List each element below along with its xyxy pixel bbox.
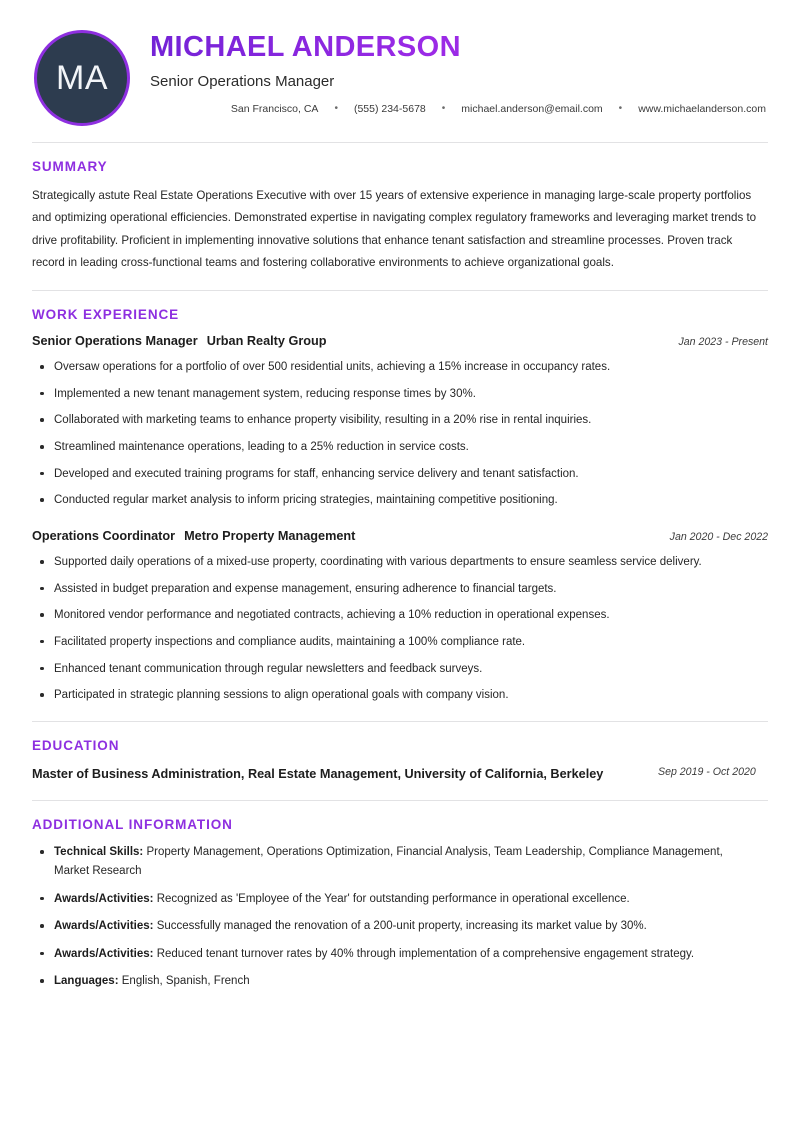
section-title-work-experience: WORK EXPERIENCE	[32, 307, 180, 322]
additional-item-value: Property Management, Operations Optimization, Financial Analysis, Team Leadership, Compliance Management, Market Research	[54, 846, 723, 877]
bullet-separator-icon: •	[441, 103, 446, 115]
list-item: Monitored vendor performance and negotiated contracts, achieving a 10% reduction in operational expenses.	[32, 606, 768, 625]
list-item	[32, 843, 768, 880]
header-text-block	[150, 28, 768, 115]
list-item: Collaborated with marketing teams to enhance property visibility, resulting in a 20% rise in rental inquiries.	[32, 411, 768, 430]
additional-item-label: Technical Skills:	[54, 846, 144, 859]
contact-email[interactable]: michael.anderson@email.com	[461, 102, 603, 115]
additional-item-label: Awards/Activities:	[54, 920, 154, 933]
additional-item-value: Recognized as 'Employee of the Year' for outstanding performance in operational excellence.	[156, 892, 630, 905]
education-entry	[32, 764, 768, 785]
additional-item-label: Languages:	[54, 975, 119, 988]
work-entry	[32, 333, 768, 510]
list-item: Developed and executed training programs for staff, enhancing service delivery and tenant satisfaction.	[32, 465, 768, 484]
additional-item-value: Successfully managed the renovation of a 200-unit property, increasing its market value by 30%.	[156, 920, 647, 933]
list-item: Implemented a new tenant management system, reducing response times by 30%.	[32, 385, 768, 404]
list-item: Facilitated property inspections and compliance audits, maintaining a 100% compliance rate.	[32, 633, 768, 652]
section-summary	[32, 143, 768, 274]
work-entry-bullets	[32, 553, 768, 705]
bullet-separator-icon: •	[334, 103, 338, 115]
additional-item-label: Awards/Activities:	[54, 947, 154, 960]
contact-location: San Francisco, CA	[230, 102, 319, 115]
additional-item-label: Awards/Activities:	[54, 892, 154, 905]
list-item: Oversaw operations for a portfolio of over 500 residential units, achieving a 15% increase in occupancy rates.	[32, 358, 768, 377]
work-entry-company: Metro Property Management	[184, 528, 356, 543]
contact-website[interactable]: www.michaelanderson.com	[638, 102, 766, 115]
section-education	[32, 722, 768, 785]
contact-phone: (555) 234-5678	[353, 102, 426, 115]
work-entry-header	[32, 333, 768, 350]
work-entry-title-line	[32, 528, 355, 545]
list-item	[32, 945, 768, 964]
contact-line	[150, 103, 768, 115]
avatar: MA	[34, 30, 130, 126]
work-entry-title-line	[32, 333, 327, 350]
list-item	[32, 917, 768, 936]
work-entry	[32, 528, 768, 705]
section-title-education: EDUCATION	[32, 737, 120, 753]
page-title: MICHAEL ANDERSON	[150, 32, 768, 64]
list-item: Conducted regular market analysis to inform pricing strategies, maintaining competitive positioning.	[32, 491, 768, 510]
work-entry-position: Operations Coordinator	[32, 528, 176, 543]
work-entry-bullets	[32, 358, 768, 510]
list-item: Streamlined maintenance operations, leading to a 25% reduction in service costs.	[32, 438, 768, 457]
work-entry-company: Urban Realty Group	[206, 334, 327, 348]
additional-information-list	[32, 843, 768, 991]
list-item	[32, 890, 768, 909]
header-job-title: Senior Operations Manager	[150, 72, 335, 90]
list-item: Enhanced tenant communication through regular newsletters and feedback surveys.	[32, 660, 768, 679]
education-degree: Master of Business Administration, Real Estate Management, University of California, Berkeley	[32, 766, 604, 781]
section-additional-information	[32, 801, 768, 1010]
work-entry-date: Jan 2020 - Dec 2022	[669, 530, 768, 543]
education-date: Sep 2019 - Oct 2020	[658, 765, 756, 778]
list-item: Assisted in budget preparation and expense management, ensuring adherence to financial targets.	[32, 580, 768, 599]
summary-text: Strategically astute Real Estate Operations Executive with over 15 years of extensive experience in managing large-scale property portfolios and optimizing operational efficiencies. Demonstrated expertise in navigating complex regulatory frameworks and leveraging market trends to drive profitability. Proficient in implementing innovative solutions that enhance tenant satisfaction and streamline processes. Proven track record in leading cross-functional teams and fostering collaborative environments to achieve organizational goals.	[32, 189, 757, 269]
work-entry-date: Jan 2023 - Present	[678, 336, 768, 348]
work-entry-header	[32, 528, 768, 545]
list-item: Participated in strategic planning sessions to align operational goals with company vision.	[32, 686, 768, 705]
avatar-wrapper	[32, 28, 132, 128]
resume-header	[32, 0, 768, 142]
section-title-additional-information: ADDITIONAL INFORMATION	[32, 817, 233, 833]
section-title-summary: SUMMARY	[32, 159, 108, 174]
bullet-separator-icon: •	[618, 103, 623, 115]
additional-item-value: English, Spanish, French	[121, 975, 250, 988]
list-item	[32, 972, 768, 991]
work-entry-position: Senior Operations Manager	[32, 334, 198, 348]
additional-item-value: Reduced tenant turnover rates by 40% through implementation of a comprehensive engagement strategy.	[156, 947, 695, 960]
list-item: Supported daily operations of a mixed-use property, coordinating with various departments to ensure seamless service delivery.	[32, 553, 768, 572]
section-work-experience	[32, 291, 768, 705]
